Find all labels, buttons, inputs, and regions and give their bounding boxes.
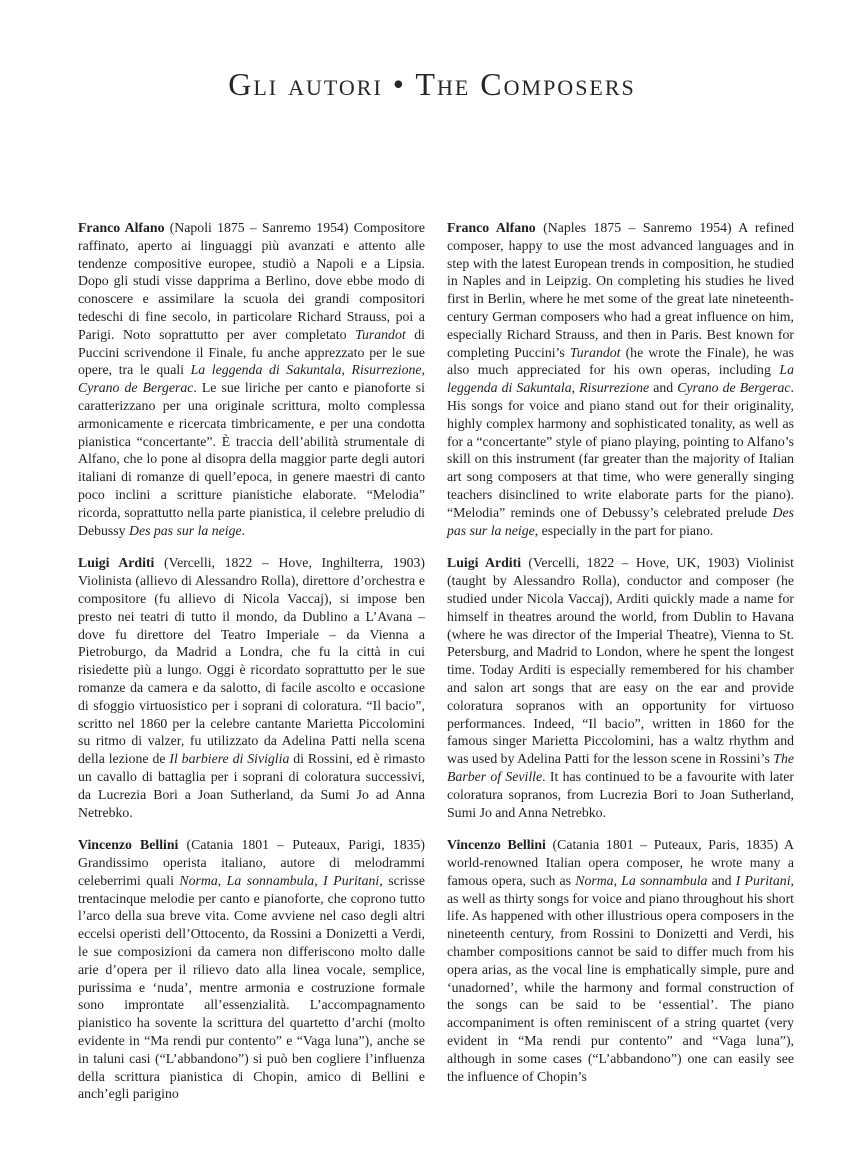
work-title: Des pas sur la neige [447,504,794,538]
bio-alfano-italian [78,219,425,539]
body-text: , [341,362,352,378]
body-text: di Puccini scrivendone il Finale, fu anche apprezzato per le sue opere, tra le quali [78,326,425,378]
bio-bellini-english [447,836,794,1085]
page-title: Gli autori • The Composers [228,66,636,102]
work-title: La leggenda di Sakuntala [190,362,342,378]
body-text: and [649,380,678,396]
work-title: Cyrano de Bergerac [677,380,791,396]
work-title: Norma, La sonnambula [179,872,315,888]
body-text: . Le sue liriche per canto e pianoforte si caratterizzano per una originale scrittura, molto complessa armonicamente e ricercata timbricamente, e per una condotta pianistica “concertante”. È traccia dell’abilità strumentale di Alfano, che lo pone al disopra della maggior parte degli autori italiani di romanze di quell’epoca, in genere maestri di canto poco inclini a scritture pianistiche elaborate. “Melodia” ricorda, soprattutto nella parte pianistica, il celebre preludio di Debussy [78,380,425,538]
composer-name: Franco Alfano [447,220,536,235]
body-text: , as well as thirty songs for voice and piano throughout his short life. As happened with other illustrious opera composers in the nineteenth century, from Rossini to Donizetti and Verdi, his chamber compositions cannot be said to differ much from his opera arias, as the vocal line is emphatically simple, pure and ‘unadorned’, while the harmony and formal construction of the songs can be said to be ‘essential’. The piano accompaniment is often reminiscent of a string quartet (very evident in “Ma rendi pur contento” and “Vaga luna”), although in some cases (“L’abbandono”) one can easily see the influence of Chopin’s [447,872,794,1084]
bio-bellini-italian [78,836,425,1103]
column-italian [78,219,425,1118]
body-text: and [707,872,736,888]
body-text: (Vercelli, 1822 – Hove, Inghilterra, 1903) Violinista (allievo di Alessandro Rolla), direttore d’orchestra e compositore (fu allievo di Nicola Vaccaj), si impose ben presto nei teatri di tutto il mondo, da Dublino a L’Avana – dove fu direttore del Teatro Imperiale – da Vienna a Pietroburgo, da Madrid a Londra, che fu la città in cui risiedette più a lungo. Oggi è ricordato soprattutto per le sue romanze da camera e da salotto, di facile ascolto e occasione di sfoggio virtuosistico per i soprani di coloratura. “Il bacio”, scritto nel 1860 per la celebre cantante Marietta Piccolomini su ritmo di valzer, fu utilizzato da Adelina Patti nella scena della lezione de [78,555,426,767]
composer-name: Vincenzo Bellini [447,837,546,853]
work-title: I Puritani [323,872,380,888]
body-text: (Naples 1875 – Sanremo 1954) A refined composer, happy to use the most advanced languages and in step with the latest European trends in composition, he studied in Naples and in Leipzig. On completing his studies he lived first in Berlin, where he met some of the great late nineteenth-century German composers who had a great influence on him, especially Richard Strauss, and then in Paris. Best known for completing Puccini’s [447,220,794,360]
body-text: , [613,872,622,888]
work-title: The Barber of Seville [447,751,794,784]
work-title: La sonnambula [621,872,708,888]
body-text: (Catania 1801 – Puteaux, Parigi, 1835) Grandissimo operista italiano, autore di melodrammi celeberrimi quali [78,837,425,888]
work-title: La leggenda di Sakuntala [447,362,794,396]
body-text: , especially in the part for piano. [534,522,714,538]
body-text: , scrisse trentacinque melodie per canto e pianoforte, che coprono tutto l’arco della sua breve vita. Come avviene nel caso degli altri eccelsi operisti dell’Ottocento, da Rossini a Donizetti a Verdi, le sue composizioni da camera non differiscono molto dalle arie d’opera per il rilievo dato alla linea vocale, semplice, purissima e ‘nuda’, mentre armonia e costruzione formale sono improntate all’essenzialità. L’accompagnamento pianistico ha sovente la scrittura del quartetto d’archi (molto evidente in “Ma rendi pur contento” e “Vaga luna”), anche se in taluni casi (“L’abbandono”) si può ben cogliere l’influenza della scrittura pianistica di Chopin, amico di Bellini e anch’egli parigino [78,872,425,1102]
body-text: . His songs for voice and piano stand out for their originality, highly complex harmony and sophisticated tonality, as well as for a “concertante” style of piano playing, pointing to Alfano’s skill on this instrument (far greater than the majority of Italian art song composers at that time, who were generally singing teachers disinclined to write elaborate parts for the piano). “Melodia” reminds one of Debussy’s celebrated prelude [447,380,794,520]
composer-name: Franco Alfano [78,220,165,235]
bio-alfano-english [447,219,794,539]
work-title: Cyrano de Bergerac [78,380,194,396]
work-title: Risurrezione [351,362,422,378]
work-title: Des pas sur la neige [128,522,242,538]
body-text: , [571,380,580,396]
body-text: , [314,872,324,888]
work-title: Turandot [569,344,621,360]
work-title: I Puritani [735,872,791,888]
body-text: (Napoli 1875 – Sanremo 1954) Compositore raffinato, aperto ai linguaggi più avanzati e attento alle tendenze compositive europee, studiò a Napoli e a Lipsia. Dopo gli studi visse dapprima a Berlino, dove ebbe modo di conoscere e assimilare la scuola dei grandi compositori tedeschi di fine secolo, in particolare Richard Strauss, poi a Parigi. Noto soprattutto per aver completato [78,220,425,342]
work-title: Norma [575,872,614,888]
body-text: (he wrote the Finale), he was also much appreciated for his own operas, including [447,344,794,378]
body-text: (Catania 1801 – Puteaux, Paris, 1835) A world-renowned Italian opera composer, he wrote many a famous opera, such as [447,837,795,888]
work-title: Il barbiere di Siviglia [169,751,290,767]
bio-arditi-english [447,554,794,821]
column-english [447,219,794,1118]
composer-name: Vincenzo Bellini [78,837,179,853]
composer-name: Luigi Arditi [78,555,155,571]
bio-arditi-italian [78,554,425,821]
work-title: Turandot [355,326,406,342]
body-text: , [421,362,426,378]
body-text: (Vercelli, 1822 – Hove, UK, 1903) Violinist (taught by Alessandro Rolla), conductor and composer (he studied under Nicola Vaccaj), Arditi quickly made a name for himself in theatres around the world, from Dublin to Havana (where he was director of the Imperial Theatre), Vienna to St. Petersburg, and Madrid to London, where he spent the longest time. Today Arditi is especially remembered for his chamber and salon art songs that are easy on the ear and provide coloratura sopranos with an opportunity for virtuoso performances. Indeed, “Il bacio”, written in 1860 for the famous singer Marietta Piccolomini, has a waltz rhythm and was used by Adelina Patti for the lesson scene in Rossini’s [447,555,794,767]
body-text: . It has continued to be a favourite with later coloratura sopranos, from Lucrezia Bori to Joan Sutherland, Sumi Jo and Anna Netrebko. [447,768,794,820]
work-title: Risurrezione [579,380,650,396]
two-column-layout [78,219,794,1118]
composer-name: Luigi Arditi [447,555,522,571]
body-text: di Rossini, ed è rimasto un cavallo di battaglia per i soprani di coloratura successivi, da Lucrezia Bori a Joan Sutherland, da Sumi Jo ad Anna Netrebko. [78,751,425,820]
body-text: . [241,522,246,538]
